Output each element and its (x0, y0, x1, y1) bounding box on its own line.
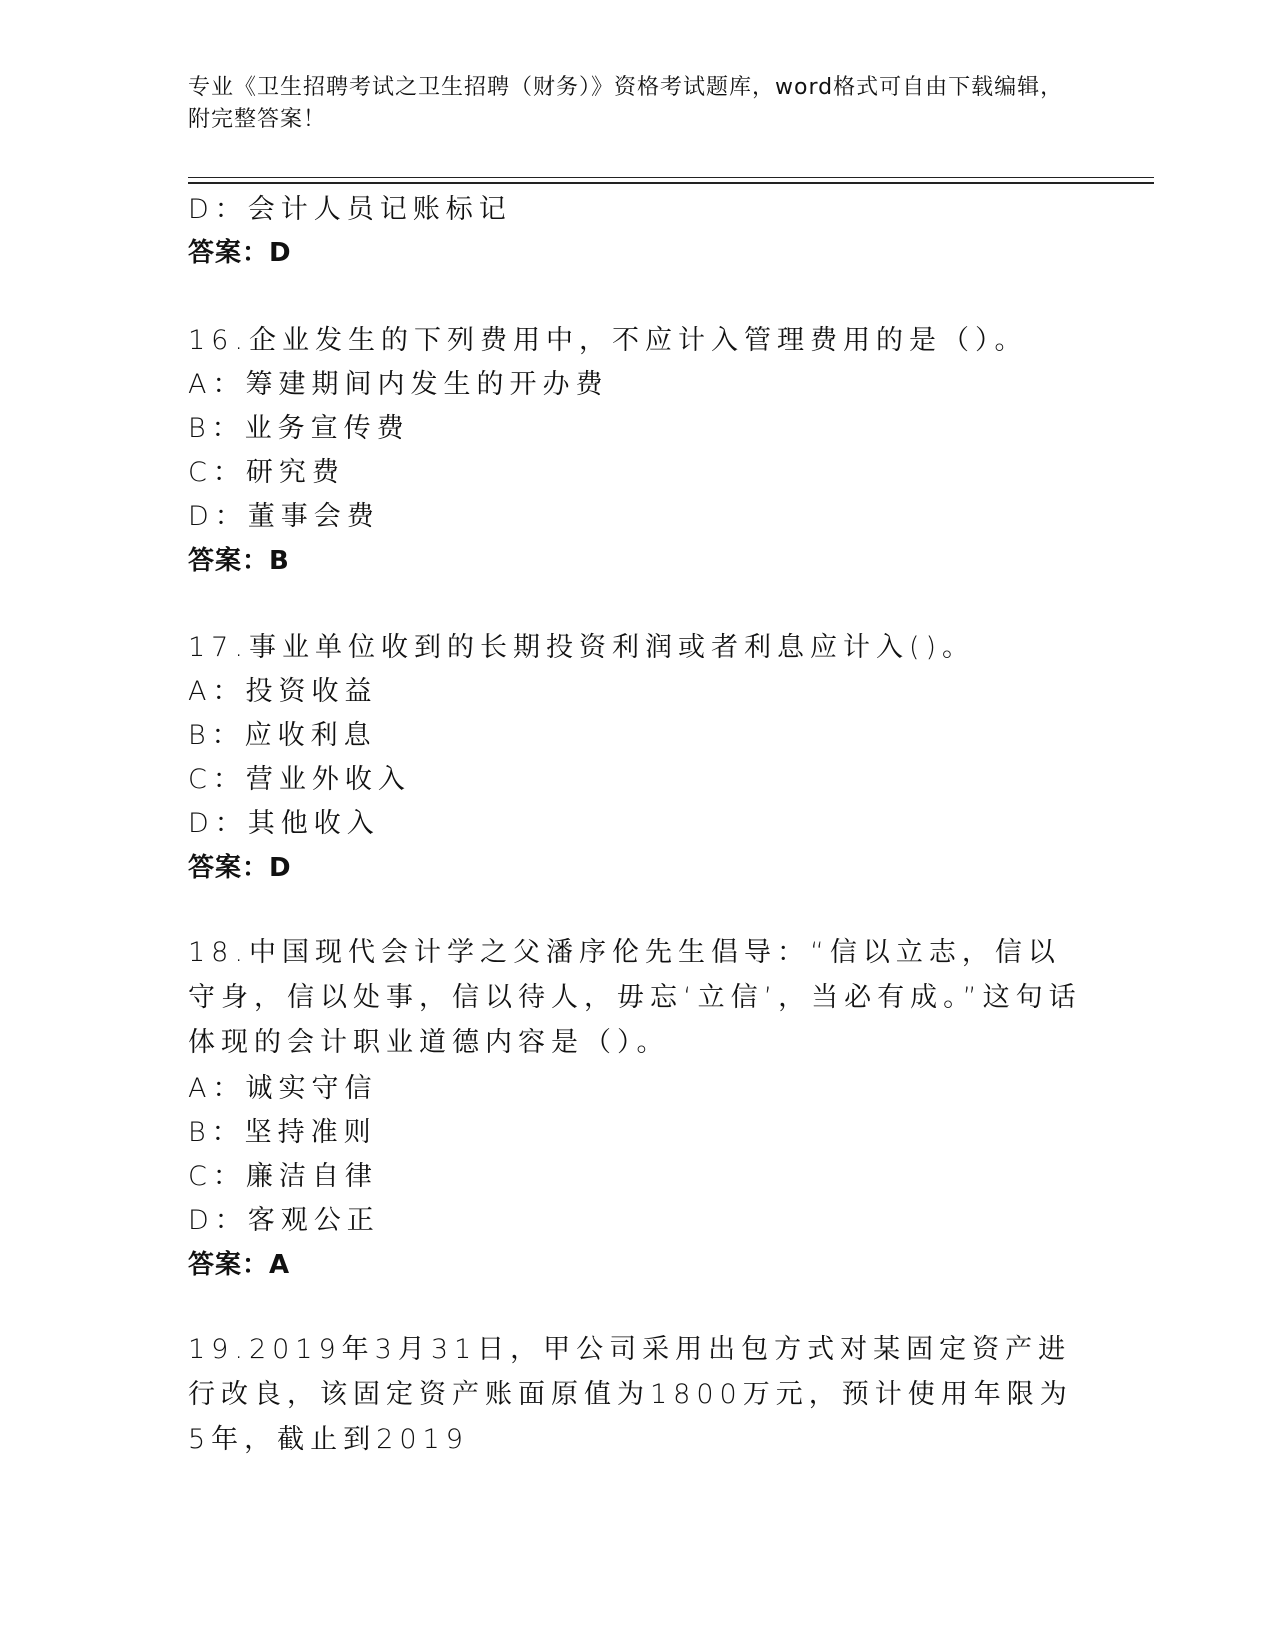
question-17-answer: 答案：D (188, 853, 292, 883)
question-18-option-c: C：廉洁自律 (188, 1161, 378, 1192)
question-18-answer: 答案：A (188, 1250, 291, 1280)
page-header: 专业《卫生招聘考试之卫生招聘（财务）》资格考试题库，word格式可自由下载编辑，附完整答案！ (188, 75, 1064, 132)
question-17-option-d: D：其他收入 (188, 808, 380, 839)
question-17-option-a: A：投资收益 (188, 676, 378, 707)
question-17-option-b: B：应收利息 (188, 720, 377, 751)
question-16-text: 16.企业发生的下列费用中，不应计入管理费用的是（）。 (188, 325, 1028, 356)
header-divider-thin (188, 177, 1154, 178)
question-16-option-b: B：业务宣传费 (188, 413, 410, 444)
question-18-option-d: D：客观公正 (188, 1205, 380, 1236)
question-16-option-d: D：董事会费 (188, 501, 380, 532)
question-18-text: 18.中国现代会计学之父潘序伦先生倡导：“信以立志，信以守身，信以处事，信以待人，毋忘‘立信’，当必有成。”这句话体现的会计职业道德内容是（）。 (188, 937, 1082, 1058)
question-18-option-b: B：坚持准则 (188, 1117, 377, 1148)
question-17-text: 17.事业单位收到的长期投资利润或者利息应计入()。 (188, 632, 976, 663)
question-17-option-c: C：营业外收入 (188, 764, 411, 795)
question-19-text: 19.2019年3月31日，甲公司采用出包方式对某固定资产进行改良，该固定资产账面原值为1800万元，预计使用年限为5年，截止到2019 (188, 1334, 1073, 1455)
question-18-option-a: A：诚实守信 (188, 1073, 378, 1104)
answer-label: 答案：D (188, 238, 292, 268)
question-16-option-c: C：研究费 (188, 457, 345, 488)
header-divider-thick (188, 182, 1154, 184)
question-16-answer: 答案：B (188, 546, 290, 576)
option-d: D：会计人员记账标记 (188, 194, 512, 225)
question-16-option-a: A：筹建期间内发生的开办费 (188, 369, 609, 400)
